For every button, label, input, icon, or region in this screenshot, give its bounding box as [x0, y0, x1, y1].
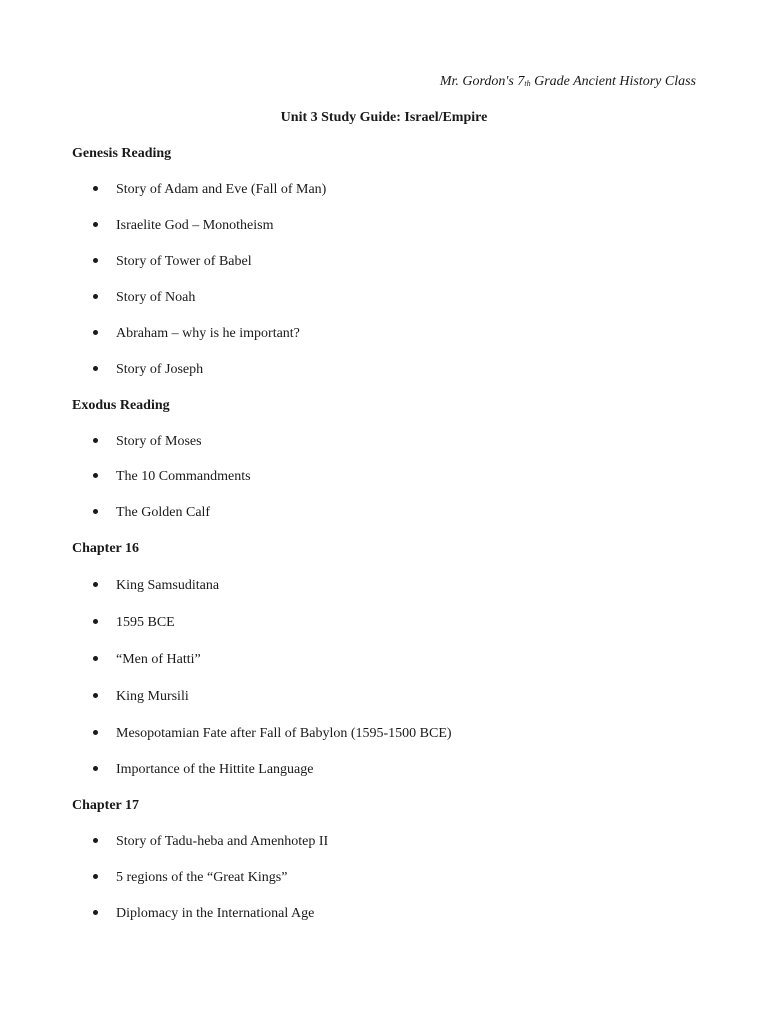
bullet-icon	[93, 838, 98, 843]
bullet-icon	[93, 910, 98, 915]
bullet-icon	[93, 656, 98, 661]
class-header	[440, 74, 696, 90]
section-heading-chapter-17: Chapter 17	[72, 798, 140, 813]
section-heading-chapter-16: Chapter 16	[72, 541, 140, 556]
list-item: 1595 BCE	[93, 615, 98, 631]
bullet-icon	[93, 186, 98, 191]
class-header-superscript: th	[524, 79, 531, 88]
bullet-icon	[93, 473, 98, 478]
list-item: Importance of the Hittite Language	[93, 762, 98, 778]
bullet-icon	[93, 582, 98, 587]
list-item: King Mursili	[93, 689, 98, 705]
bullet-icon	[93, 258, 98, 263]
list-item: The 10 Commandments	[93, 469, 98, 485]
bullet-icon	[93, 874, 98, 879]
class-header-prefix: Mr. Gordon's 7	[439, 74, 525, 89]
bullet-icon	[93, 509, 98, 514]
bullet-icon	[93, 730, 98, 735]
list-item: Story of Joseph	[93, 362, 98, 378]
list-item: Mesopotamian Fate after Fall of Babylon (1595-1500 BCE)	[93, 726, 98, 742]
section-heading-exodus: Exodus Reading	[72, 398, 170, 413]
bullet-icon	[93, 693, 98, 698]
list-item: Diplomacy in the International Age	[93, 906, 98, 922]
document-title: Unit 3 Study Guide: Israel/Empire	[280, 110, 488, 125]
list-item: Story of Moses	[93, 434, 98, 450]
bullet-icon	[93, 766, 98, 771]
bullet-icon	[93, 366, 98, 371]
bullet-icon	[93, 619, 98, 624]
list-item: King Samsuditana	[93, 578, 98, 594]
bullet-icon	[93, 438, 98, 443]
list-item: The Golden Calf	[93, 505, 98, 521]
list-item: Story of Tadu-heba and Amenhotep II	[93, 834, 98, 850]
list-item: “Men of Hatti”	[93, 652, 98, 668]
list-item: Story of Adam and Eve (Fall of Man)	[93, 182, 98, 198]
list-item: Story of Noah	[93, 290, 98, 306]
list-item: Abraham – why is he important?	[93, 326, 98, 342]
list-item: Story of Tower of Babel	[93, 254, 98, 270]
section-heading-genesis: Genesis Reading	[72, 146, 172, 161]
class-header-suffix: Grade Ancient History Class	[530, 74, 696, 89]
bullet-icon	[93, 222, 98, 227]
list-item: 5 regions of the “Great Kings”	[93, 870, 98, 886]
bullet-icon	[93, 294, 98, 299]
bullet-icon	[93, 330, 98, 335]
list-item: Israelite God – Monotheism	[93, 218, 98, 234]
